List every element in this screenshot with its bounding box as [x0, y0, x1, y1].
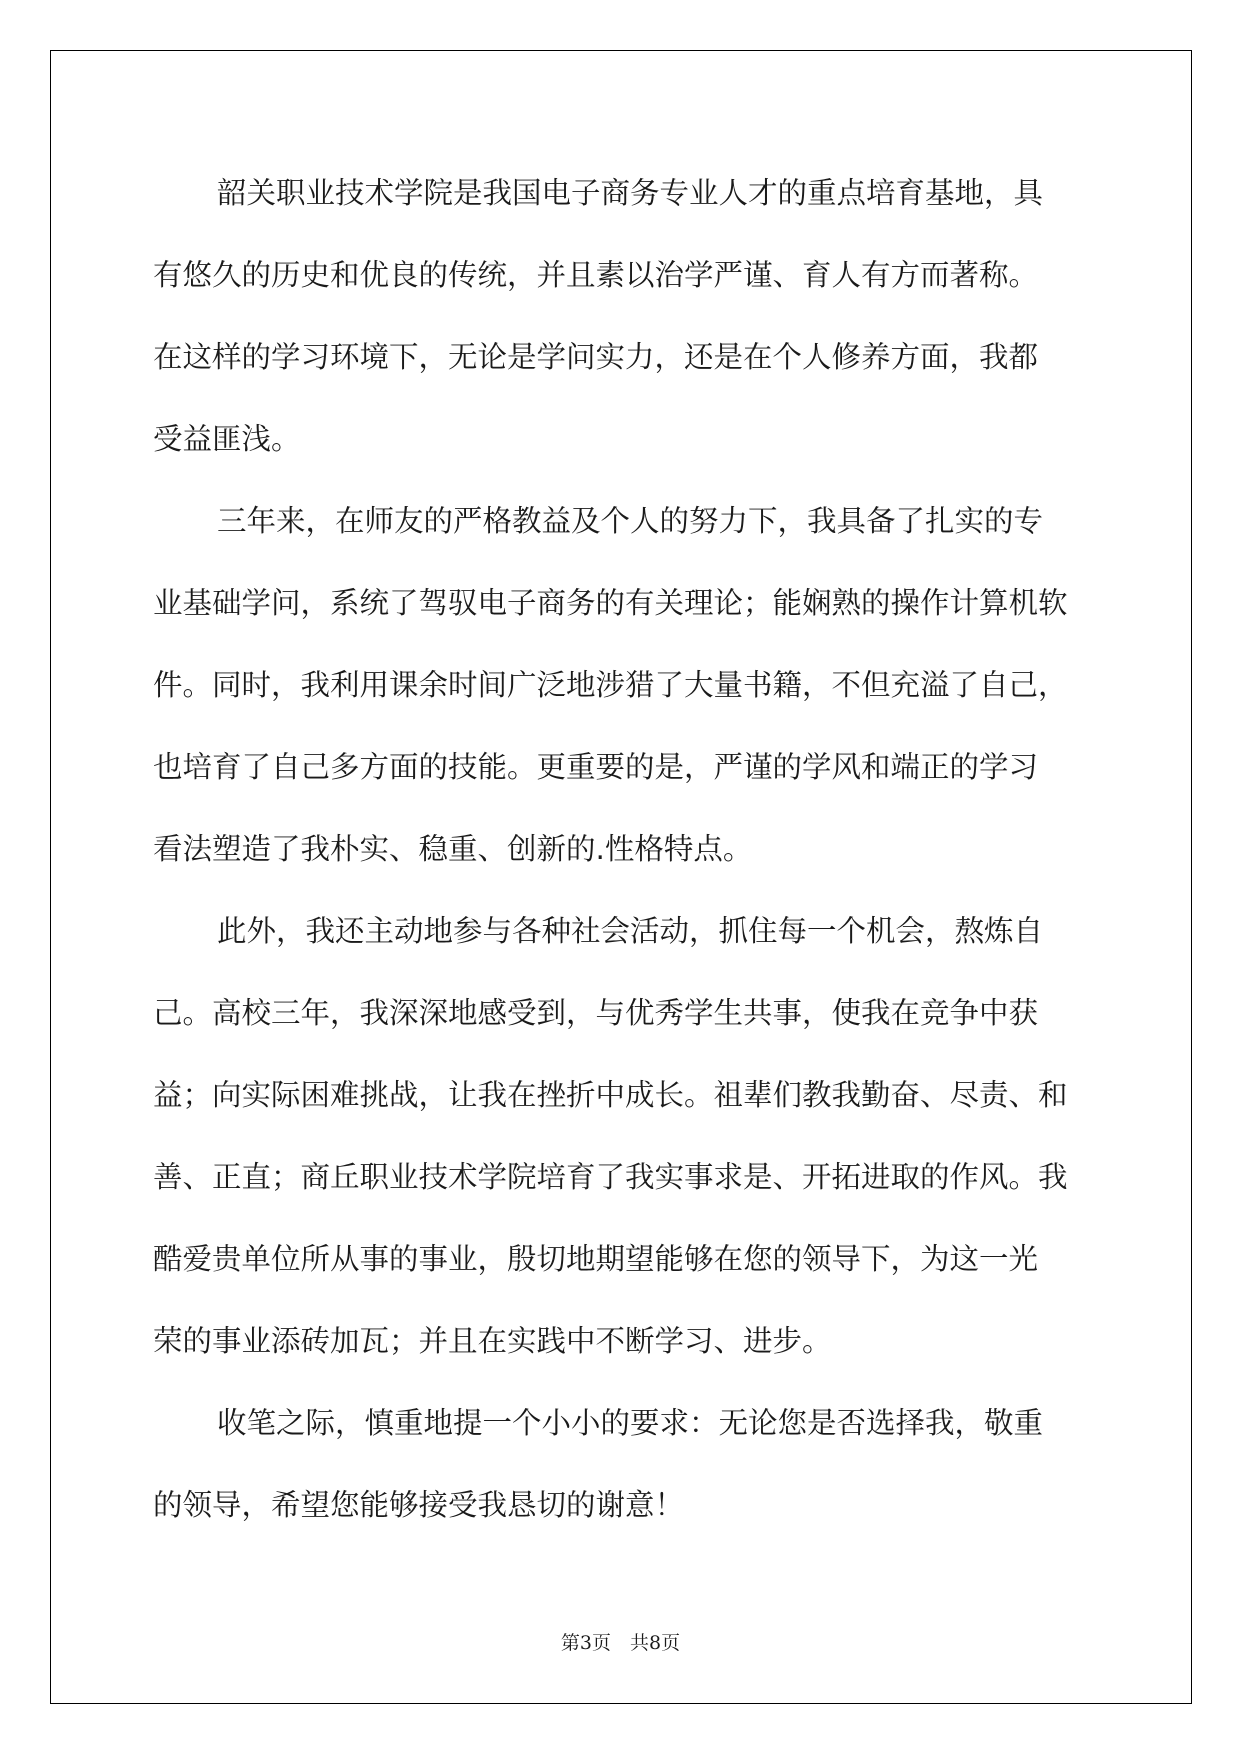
text-line: 在这样的学习环境下，无论是学问实力，还是在个人修养方面，我都: [153, 340, 1039, 374]
paragraph-first-line: 三年来，在师友的严格教益及个人的努力下，我具备了扎实的专: [217, 504, 1044, 538]
text-line: 受益匪浅。: [153, 422, 301, 456]
text-line: 善、正直；商丘职业技术学院培育了我实事求是、开拓进取的作风。我: [153, 1160, 1068, 1194]
page-footer: 第3页 共8页: [560, 1632, 681, 1654]
text-line: 荣的事业添砖加瓦；并且在实践中不断学习、进步。: [153, 1324, 832, 1358]
text-line: 也培育了自己多方面的技能。更重要的是，严谨的学风和端正的学习: [153, 750, 1039, 784]
paragraph-first-line: 韶关职业技术学院是我国电子商务专业人才的重点培育基地，具: [217, 176, 1044, 210]
document-body: [153, 152, 1093, 1546]
text-line: 的领导，希望您能够接受我恳切的谢意！: [153, 1488, 685, 1522]
text-line: 有悠久的历史和优良的传统，并且素以治学严谨、育人有方而著称。: [153, 258, 1039, 292]
text-line: 件。同时，我利用课余时间广泛地涉猎了大量书籍，不但充溢了自己，: [153, 668, 1068, 702]
paragraph-first-line: 此外，我还主动地参与各种社会活动，抓住每一个机会，熬炼自: [217, 914, 1044, 948]
text-line: 看法塑造了我朴实、稳重、创新的.性格特点。: [153, 832, 753, 866]
text-line: 己。高校三年，我深深地感受到，与优秀学生共事，使我在竞争中获: [153, 996, 1039, 1030]
text-line: 业基础学问，系统了驾驭电子商务的有关理论；能娴熟的操作计算机软: [153, 586, 1068, 620]
text-line: 益；向实际困难挑战，让我在挫折中成长。祖辈们教我勤奋、尽责、和: [153, 1078, 1068, 1112]
paragraph-first-line: 收笔之际，慎重地提一个小小的要求：无论您是否选择我，敬重: [217, 1406, 1044, 1440]
text-line: 酷爱贵单位所从事的事业，殷切地期望能够在您的领导下，为这一光: [153, 1242, 1039, 1276]
